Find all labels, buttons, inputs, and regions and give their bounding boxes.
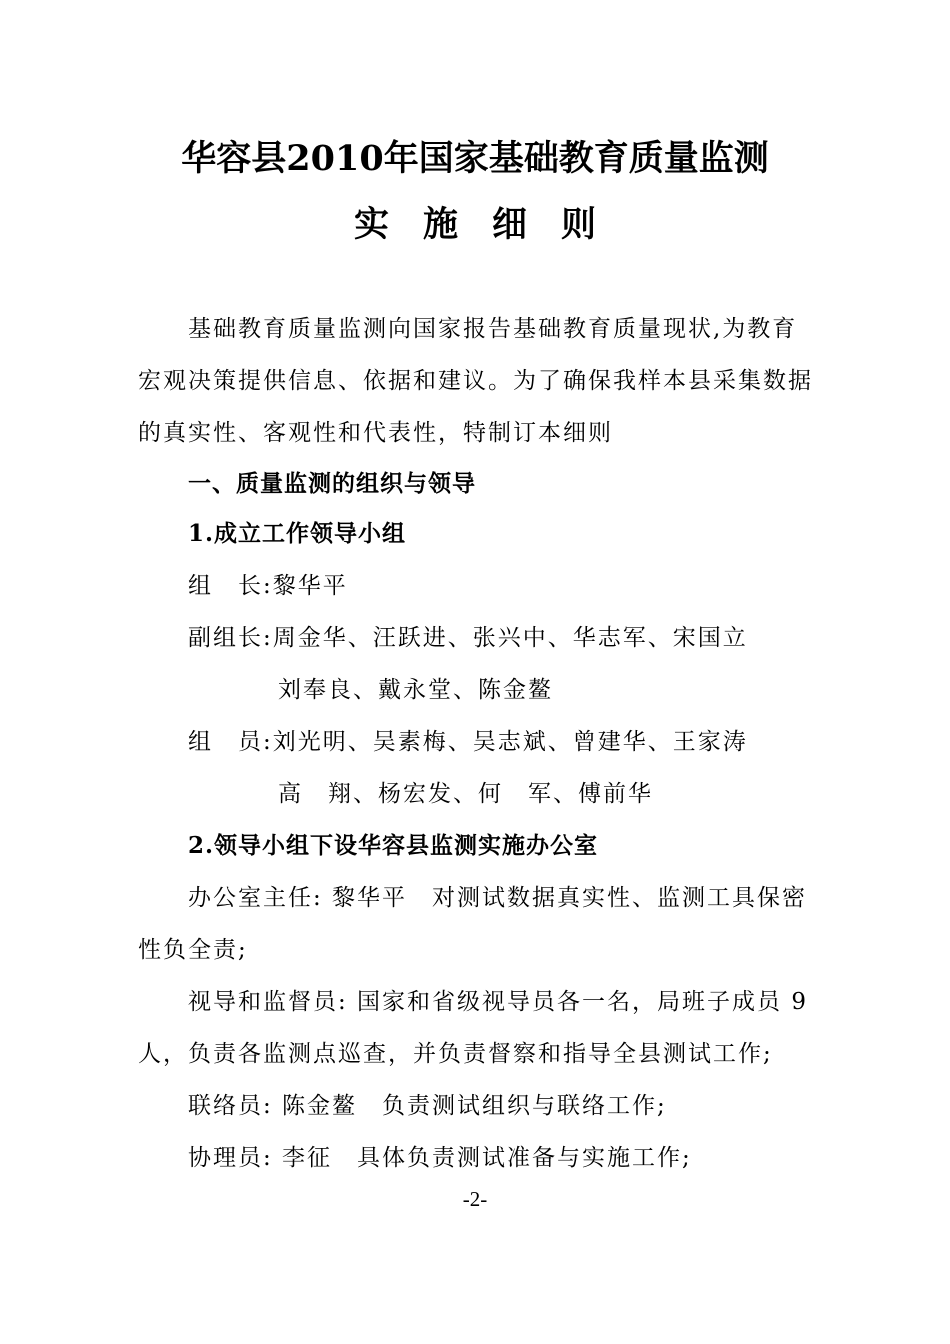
intro-paragraph-line: 基础教育质量监测向国家报告基础教育质量现状,为教育 xyxy=(188,316,798,342)
section-heading: 一、质量监测的组织与领导 xyxy=(188,470,476,497)
subtitle-char: 实 xyxy=(353,204,389,245)
page-number: -2- xyxy=(462,1187,488,1211)
leader-line: 组 长:黎华平 xyxy=(188,573,348,599)
subsection-heading: 1.成立工作领导小组 xyxy=(188,520,407,547)
document-title: 华容县2010年国家基础教育质量监测 xyxy=(181,138,769,179)
director-line: 办公室主任: 黎华平 对测试数据真实性、监测工具保密 xyxy=(188,885,808,911)
intro-paragraph-line: 宏观决策提供信息、依据和建议。为了确保我样本县采集数据 xyxy=(138,368,813,394)
supervisor-line: 人，负责各监测点巡查，并负责督察和指导全县测试工作; xyxy=(138,1041,773,1067)
subsection-heading: 2.领导小组下设华容县监测实施办公室 xyxy=(188,832,599,859)
subtitle-char: 则 xyxy=(561,204,597,245)
deputy-leaders-line: 副组长:周金华、汪跃进、张兴中、华志军、宋国立 xyxy=(188,625,748,651)
director-line: 性负全责; xyxy=(138,937,248,963)
liaison-line: 联络员: 陈金鳌 负责测试组织与联络工作; xyxy=(188,1093,667,1119)
members-line: 高 翔、杨宏发、何 军、傅前华 xyxy=(278,781,653,807)
assistant-line: 协理员: 李征 具体负责测试准备与实施工作; xyxy=(188,1145,692,1171)
members-line: 组 员:刘光明、吴素梅、吴志斌、曾建华、王家涛 xyxy=(188,729,748,755)
intro-paragraph-line: 的真实性、客观性和代表性，特制订本细则 xyxy=(138,420,613,446)
document-subtitle xyxy=(0,198,950,252)
subtitle-char: 施 xyxy=(422,204,458,245)
supervisor-line: 视导和监督员: 国家和省级视导员各一名，局班子成员 9 xyxy=(188,989,809,1015)
deputy-leaders-line: 刘奉良、戴永堂、陈金鳌 xyxy=(278,677,553,703)
subtitle-char: 细 xyxy=(492,204,528,245)
